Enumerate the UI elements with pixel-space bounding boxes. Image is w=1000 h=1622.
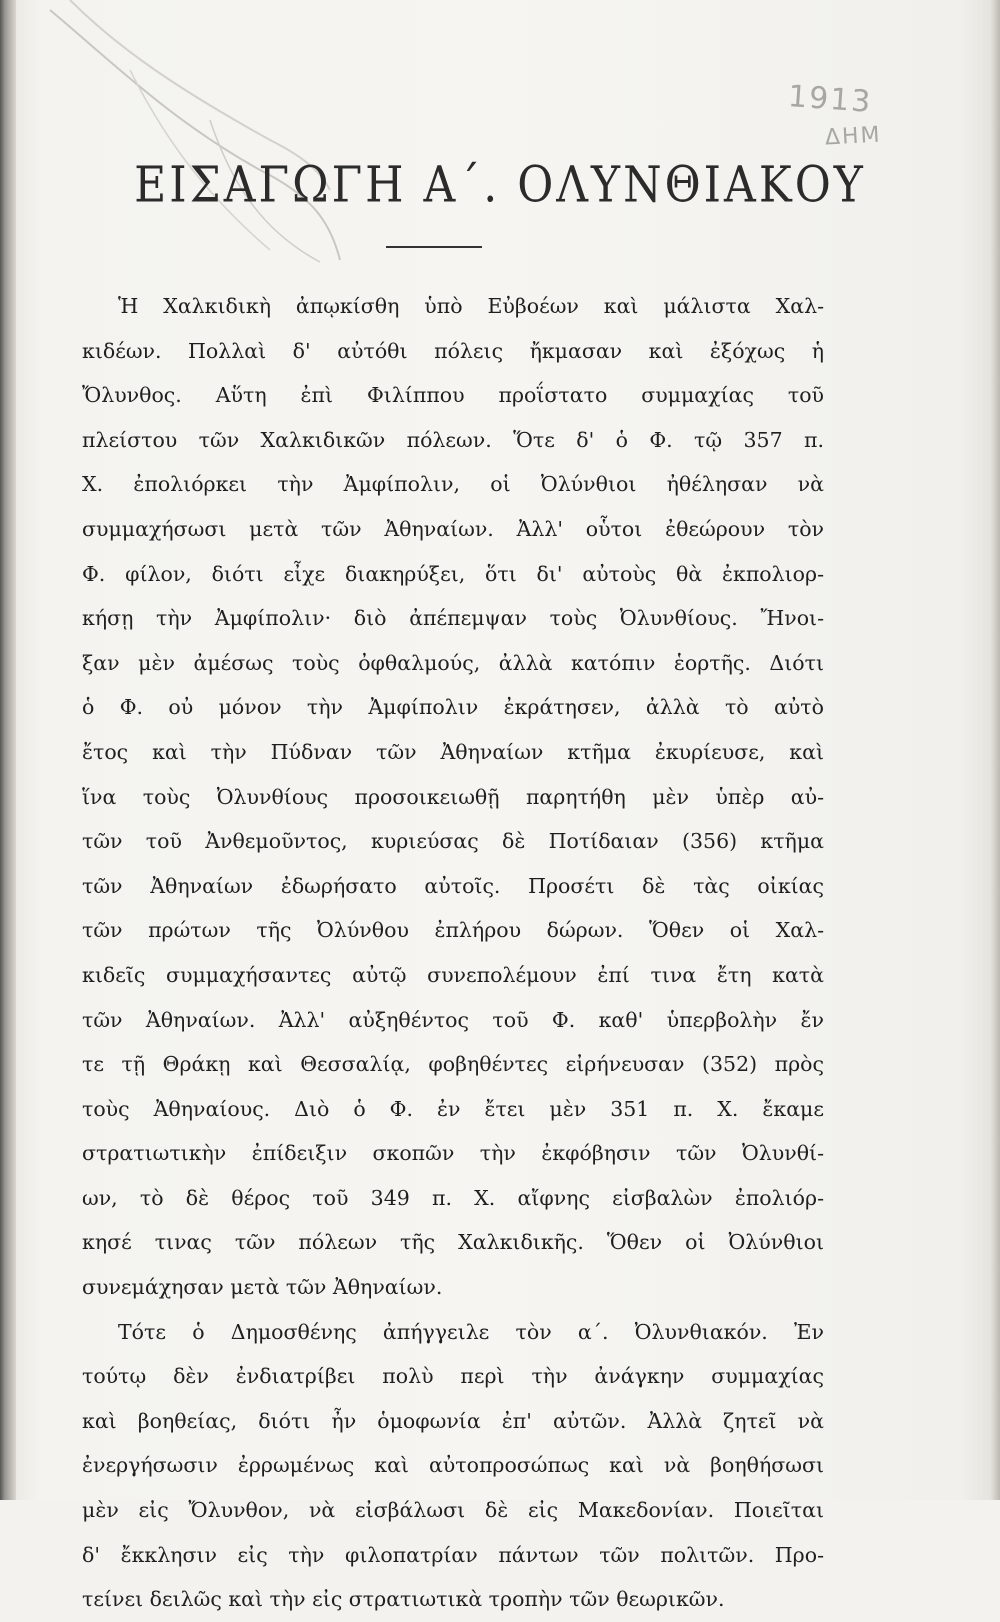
margin-note-year: 1913 <box>786 79 874 120</box>
text-line: τοὺς Ἀθηναίους. Διὸ ὁ Φ. ἐν ἔτει μὲν 351 π. Χ. ἔκαμε <box>82 1096 824 1121</box>
margin-note-abbr: ΔΗΜ <box>824 122 883 151</box>
text-line: Χ. ἐπολιόρκει τὴν Ἀμφίπολιν, οἱ Ὀλύνθιοι ἠθέλησαν νὰ <box>82 472 824 497</box>
text-line: τείνει δειλῶς καὶ τὴν εἰς στρατιωτικὰ τροπὴν τῶν θεωρικῶν. <box>82 1587 725 1612</box>
text-line: ἔτος καὶ τὴν Πύδναν τῶν Ἀθηναίων κτῆμα ἐκυρίευσε, καὶ <box>82 739 824 764</box>
text-line: κιδέων. Πολλαὶ δ' αὐτόθι πόλεις ἤκμασαν καὶ ἐξόχως ἡ <box>82 338 824 363</box>
page-title: ΕΙΣΑΓΩΓΗ Α΄. ΟΛΥΝΘΙΑΚΟΥ <box>134 156 866 215</box>
text-line: τε τῇ Θράκῃ καὶ Θεσσαλίᾳ, φοβηθέντες εἰρήνευσαν (352) πρὸς <box>82 1052 824 1077</box>
text-line: ἵνα τοὺς Ὀλυνθίους προσοικειωθῇ παρητήθη μὲν ὑπὲρ αὐ- <box>82 784 824 809</box>
text-line: ὁ Φ. οὐ μόνον τὴν Ἀμφίπολιν ἐκράτησεν, ἀλλὰ τὸ αὐτὸ <box>82 695 824 720</box>
text-line: συμμαχήσωσι μετὰ τῶν Ἀθηναίων. Ἀλλ' οὗτοι ἐθεώρουν τὸν <box>82 516 824 541</box>
text-line: τῶν Ἀθηναίων ἐδωρήσατο αὐτοῖς. Προσέτι δὲ τὰς οἰκίας <box>82 873 824 898</box>
text-line: καὶ βοηθείας, διότι ἦν ὁμοφωνία ἐπ' αὐτῶν. Ἀλλὰ ζητεῖ νὰ <box>82 1408 824 1433</box>
text-line: πλείστου τῶν Χαλκιδικῶν πόλεων. Ὅτε δ' ὁ Φ. τῷ 357 π. <box>82 427 824 452</box>
text-line: δ' ἔκκλησιν εἰς τὴν φιλοπατρίαν πάντων τῶν πολιτῶν. Προ- <box>82 1542 824 1567</box>
page-edge <box>990 0 1000 1500</box>
text-line: κιδεῖς συμμαχήσαντες αὐτῷ συνεπολέμουν ἐπί τινα ἔτη κατὰ <box>82 962 824 987</box>
binding-edge <box>0 0 16 1500</box>
text-line: ἐνεργήσωσιν ἐρρωμένως καὶ αὐτοπροσώπως καὶ νὰ βοηθήσωσι <box>82 1453 824 1478</box>
text-line: Ὄλυνθος. Αὕτη ἐπὶ Φιλίππου προΐστατο συμμαχίας τοῦ <box>82 383 824 408</box>
text-line: ων, τὸ δὲ θέρος τοῦ 349 π. Χ. αἴφνης εἰσβαλὼν ἐπολιόρ- <box>82 1185 824 1210</box>
text-line: κήσῃ τὴν Ἀμφίπολιν· διὸ ἀπέπεμψαν τοὺς Ὀλυνθίους. Ἤνοι- <box>82 606 824 631</box>
text-line: Τότε ὁ Δημοσθένης ἀπήγγειλε τὸν α΄. Ὀλυνθιακόν. Ἐν <box>118 1319 824 1344</box>
text-line: μὲν εἰς Ὄλυνθον, νὰ εἰσβάλωσι δὲ εἰς Μακεδονίαν. Ποιεῖται <box>82 1498 824 1523</box>
pencil-sketch-mark <box>30 0 360 270</box>
body-text <box>82 284 824 1622</box>
text-line: τῶν πρώτων τῆς Ὀλύνθου ἐπλήρου δώρων. Ὅθεν οἱ Χαλ- <box>82 918 824 943</box>
text-line: Φ. φίλον, διότι εἶχε διακηρύξει, ὅτι δι' αὐτοὺς θὰ ἐκπολιορ- <box>82 561 824 586</box>
text-line: τούτῳ δὲν ἐνδιατρίβει πολὺ περὶ τὴν ἀνάγκην συμμαχίας <box>82 1364 824 1389</box>
text-line: στρατιωτικὴν ἐπίδειξιν σκοπῶν τὴν ἐκφόβησιν τῶν Ὀλυνθί- <box>82 1141 824 1166</box>
text-line: ξαν μὲν ἀμέσως τοὺς ὀφθαλμούς, ἀλλὰ κατόπιν ἑορτῆς. Διότι <box>82 650 824 675</box>
text-line: Ἡ Χαλκιδικὴ ἀπῳκίσθη ὑπὸ Εὐβοέων καὶ μάλιστα Χαλ- <box>118 294 824 318</box>
text-line: κησέ τινας τῶν πόλεων τῆς Χαλκιδικῆς. Ὅθεν οἱ Ὀλύνθιοι <box>82 1230 824 1255</box>
text-line: συνεμάχησαν μετὰ τῶν Ἀθηναίων. <box>82 1275 443 1300</box>
title-divider <box>386 246 482 248</box>
text-line: τῶν τοῦ Ἀνθεμοῦντος, κυριεύσας δὲ Ποτίδαιαν (356) κτῆμα <box>82 829 824 854</box>
text-line: τῶν Ἀθηναίων. Ἀλλ' αὐξηθέντος τοῦ Φ. καθ' ὑπερβολὴν ἔν <box>82 1007 824 1032</box>
